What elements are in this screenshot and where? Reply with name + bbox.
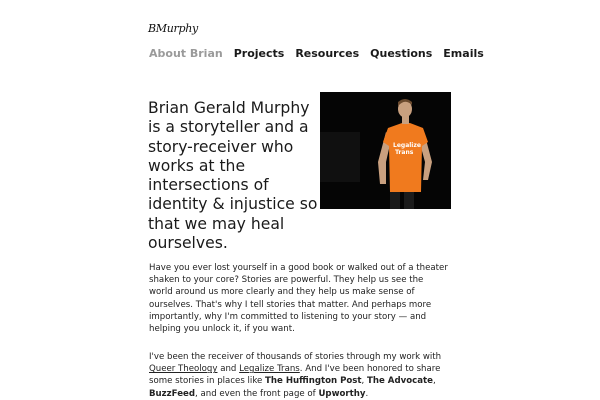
svg-text:Legalize: Legalize [393,142,421,149]
text: . [365,388,369,399]
hero-headline: Brian Gerald Murphy is a storyteller and a story-receiver who works at the intersections of identity & injustice so that we may heal ourselves. [148,99,318,253]
outlet-upworthy: Upworthy [318,388,366,399]
nav-item-about-brian[interactable]: About Brian [149,47,223,60]
site-logo[interactable]: BMurphy [148,22,198,35]
intro-paragraph: Have you ever lost yourself in a good book or walked out of a theater shaken to your core? Stories are powerful. They help us see the world around us more clearly and they help us make sense of ourselves. That's why I tell stories that matter. And perhaps more importantly, why I'm committed to listening to your story — and helping you unlock it, if you want. [149,263,448,335]
outlet-buzzfeed: BuzzFeed [149,388,196,399]
nav-item-emails[interactable]: Emails [443,47,484,60]
nav-item-resources[interactable]: Resources [295,47,360,60]
hero-photo [320,92,451,209]
queer-theology-link[interactable]: Queer Theology [149,364,218,375]
main-nav [149,47,484,60]
svg-text:Trans: Trans [395,149,414,156]
nav-item-questions[interactable]: Questions [370,47,433,60]
text: , and even the front page of [195,388,319,399]
outlet-huffington-post: The Huffington Post [265,376,362,387]
nav-item-projects[interactable]: Projects [233,47,285,60]
text: and [217,364,240,375]
text: . And I've been honored to share some stories in places like [149,364,441,387]
legalize-trans-link[interactable]: Legalize Trans [239,364,300,375]
text: , [432,376,436,387]
experience-paragraph [149,351,449,400]
text: , [361,376,367,387]
text: I've been the receiver of thousands of stories through my work with [149,352,442,362]
speaker-on-stage-image [320,92,451,209]
outlet-the-advocate: The Advocate [367,376,433,387]
